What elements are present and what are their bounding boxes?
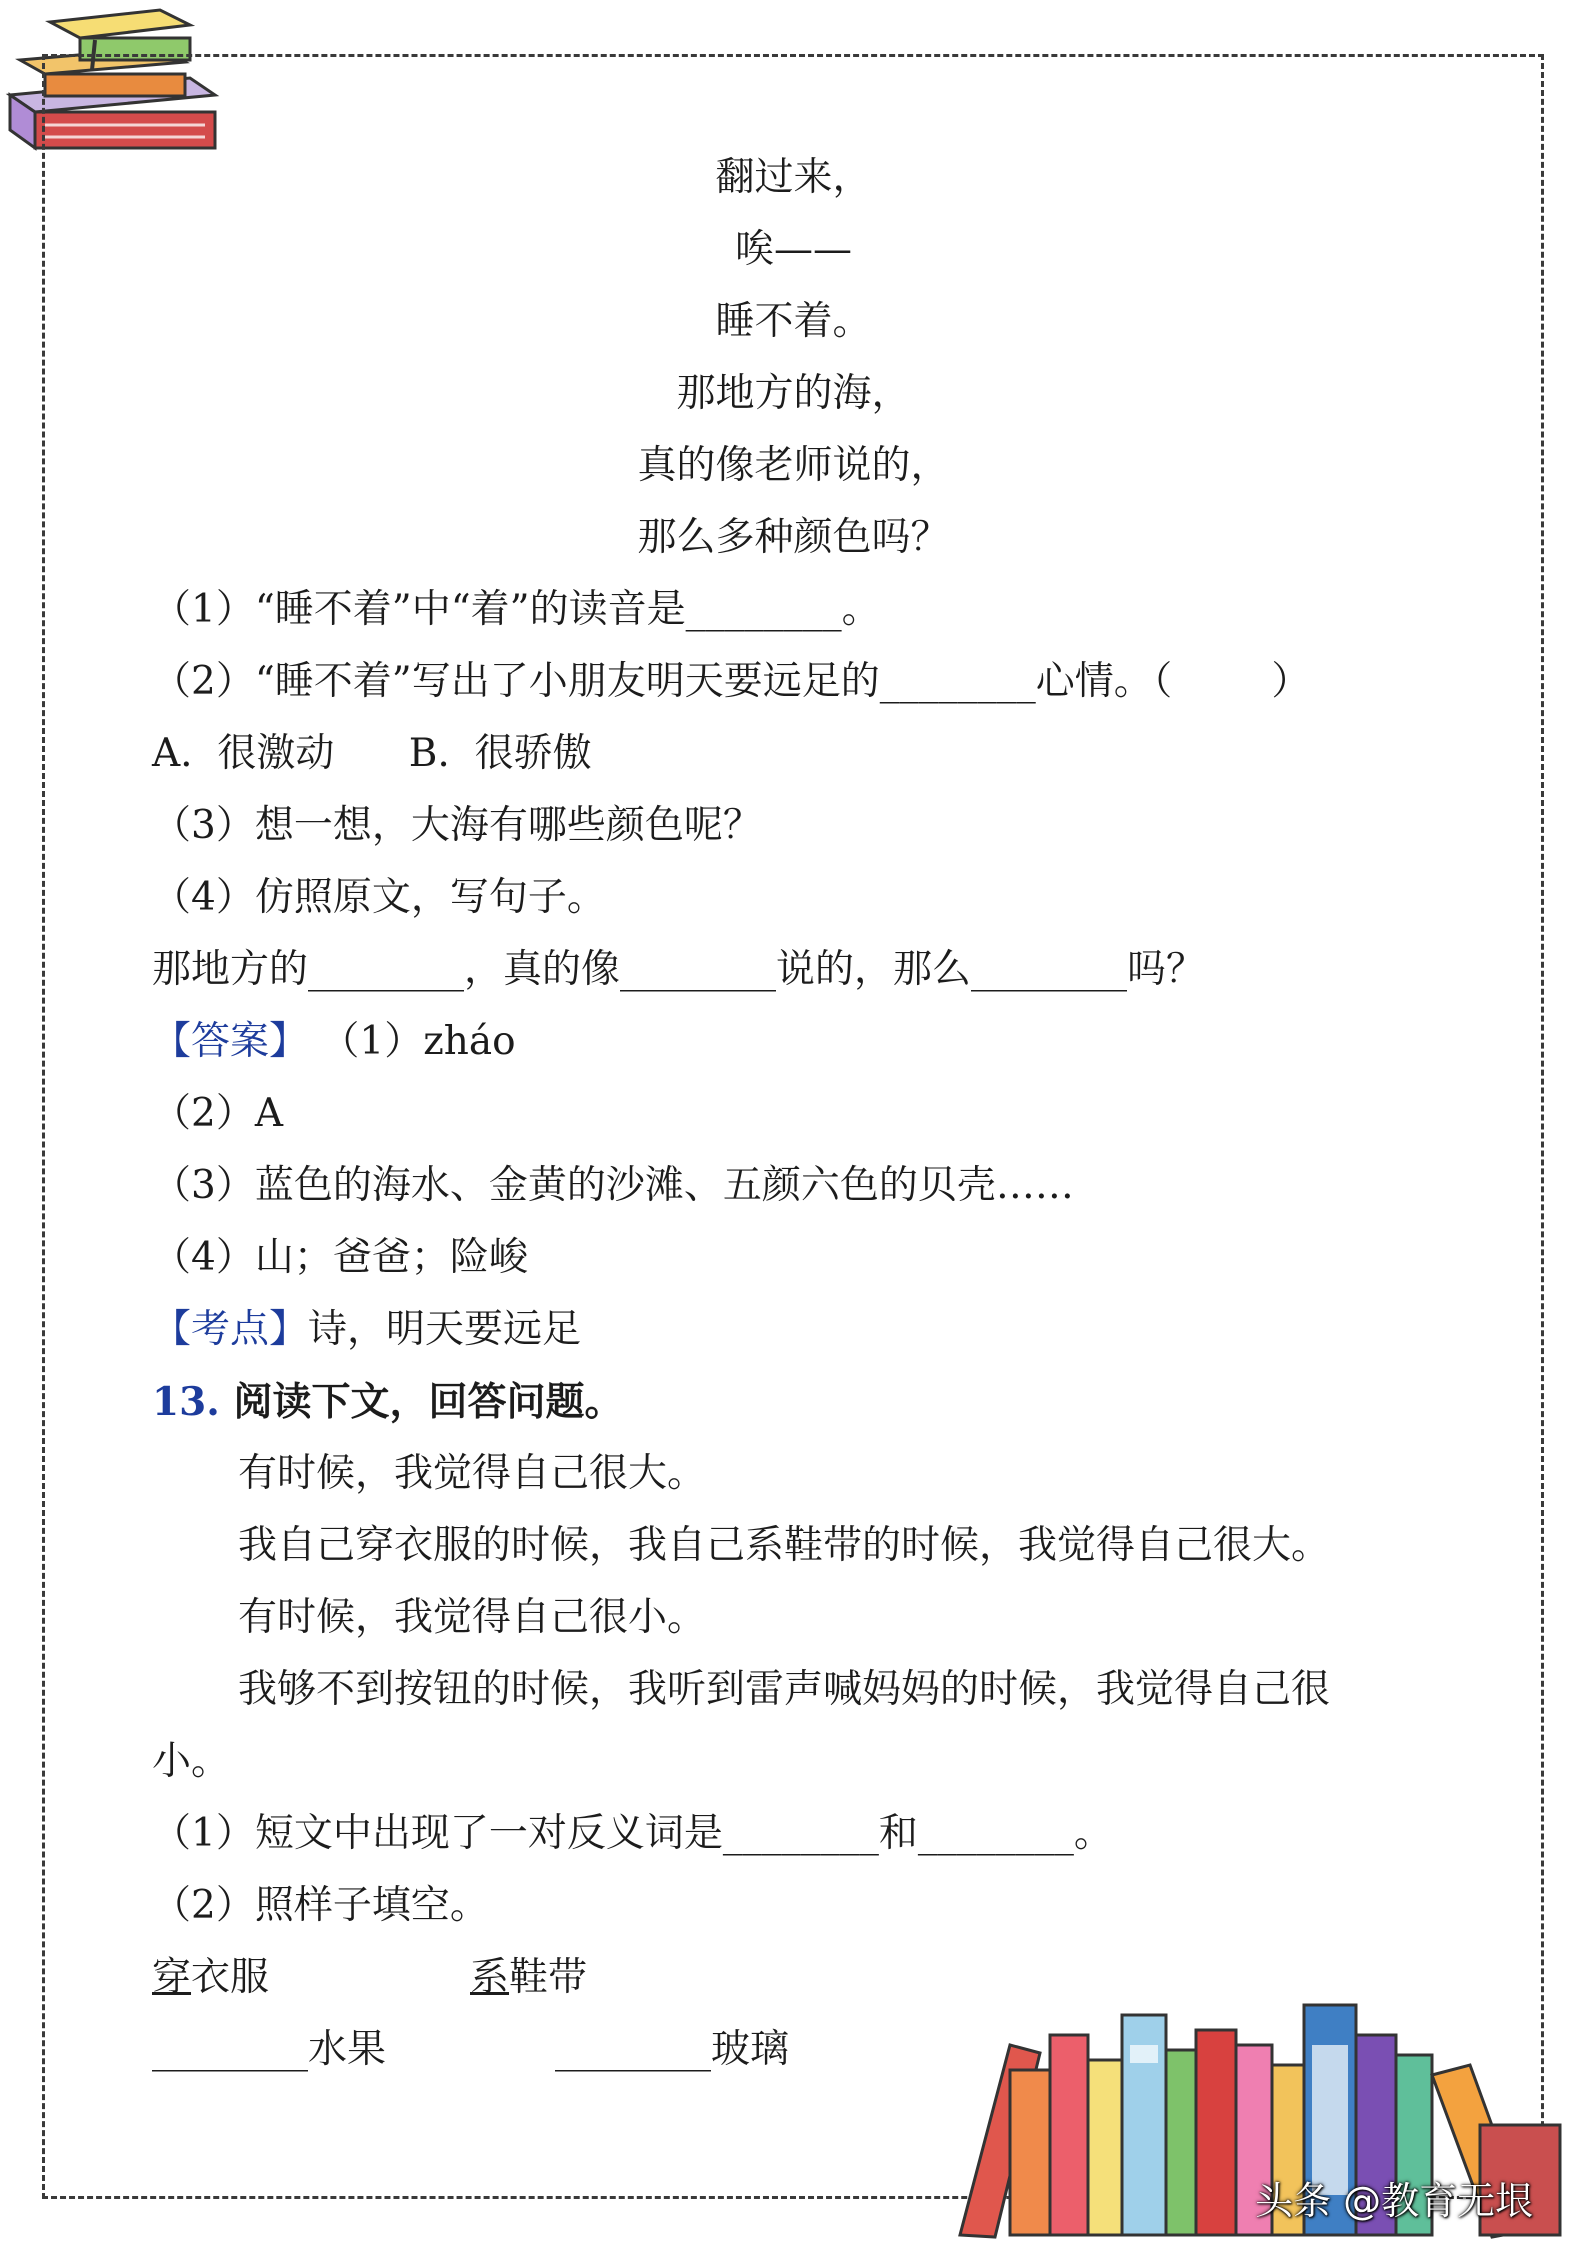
- question-12-3: （3）想一想，大海有哪些颜色呢？: [152, 803, 762, 848]
- question-13-2: （2）照样子填空。: [152, 1883, 489, 1928]
- kaodian-line: [152, 1305, 581, 1355]
- watermark: 头条 @教育无垠: [1255, 2179, 1534, 2223]
- example-2: [470, 1953, 587, 2003]
- example-1: [152, 1953, 269, 2003]
- answer-3: （3）蓝色的海水、金黄的沙滩、五颜六色的贝壳……: [152, 1163, 1074, 1208]
- question-12-4-sentence: 那地方的________，真的像________说的，那么________吗？: [152, 947, 1206, 992]
- poem-line: 睡不着。: [715, 299, 872, 344]
- answer-line-1: [152, 1017, 516, 1067]
- answer-1: （1）zháo: [320, 1019, 516, 1064]
- kaodian-text: 诗，明天要远足: [308, 1307, 582, 1352]
- question-12-options: A. 很激动 B. 很骄傲: [152, 731, 592, 776]
- poem-line: 那地方的海，: [676, 371, 911, 416]
- fill-blank-1: ________水果: [152, 2027, 387, 2072]
- question-12-1: （1）“睡不着”中“着”的读音是________。: [152, 587, 881, 632]
- kaodian-tag: 【考点】: [152, 1307, 309, 1352]
- fill-blank-2: ________玻璃: [555, 2027, 790, 2072]
- example-underlined-char: 系: [470, 1955, 510, 2000]
- passage-paragraph: 我够不到按钮的时候，我听到雷声喊妈妈的时候，我觉得自己很: [238, 1667, 1331, 1712]
- passage-paragraph: 我自己穿衣服的时候，我自己系鞋带的时候，我觉得自己很大。: [238, 1523, 1331, 1568]
- question-12-4: （4）仿照原文，写句子。: [152, 875, 606, 920]
- passage-paragraph: 有时候，我觉得自己很小。: [238, 1595, 707, 1640]
- poem-line: 唉——: [734, 227, 852, 272]
- question-title: 阅读下文，回答问题。: [233, 1379, 624, 1425]
- example-underlined-char: 穿: [152, 1955, 192, 2000]
- answer-2: （2）A: [152, 1091, 283, 1136]
- question-number: 13.: [152, 1379, 220, 1425]
- answer-tag: 【答案】: [152, 1019, 309, 1064]
- passage-paragraph-end: 小。: [152, 1739, 231, 1784]
- example-rest: 衣服: [191, 1955, 270, 2000]
- example-rest: 鞋带: [509, 1955, 588, 2000]
- poem-line: 翻过来，: [715, 155, 872, 200]
- answer-4: （4）山；爸爸；险峻: [152, 1235, 528, 1280]
- passage-paragraph: 有时候，我觉得自己很大。: [238, 1451, 707, 1496]
- question-13-1: （1）短文中出现了一对反义词是________和________。: [152, 1811, 1113, 1856]
- poem-line: 那么多种颜色吗？: [637, 515, 950, 560]
- poem-line: 真的像老师说的，: [637, 443, 950, 488]
- question-12-2: （2）“睡不着”写出了小朋友明天要远足的________心情。（ ）: [152, 659, 1311, 704]
- question-13-heading: [152, 1377, 623, 1427]
